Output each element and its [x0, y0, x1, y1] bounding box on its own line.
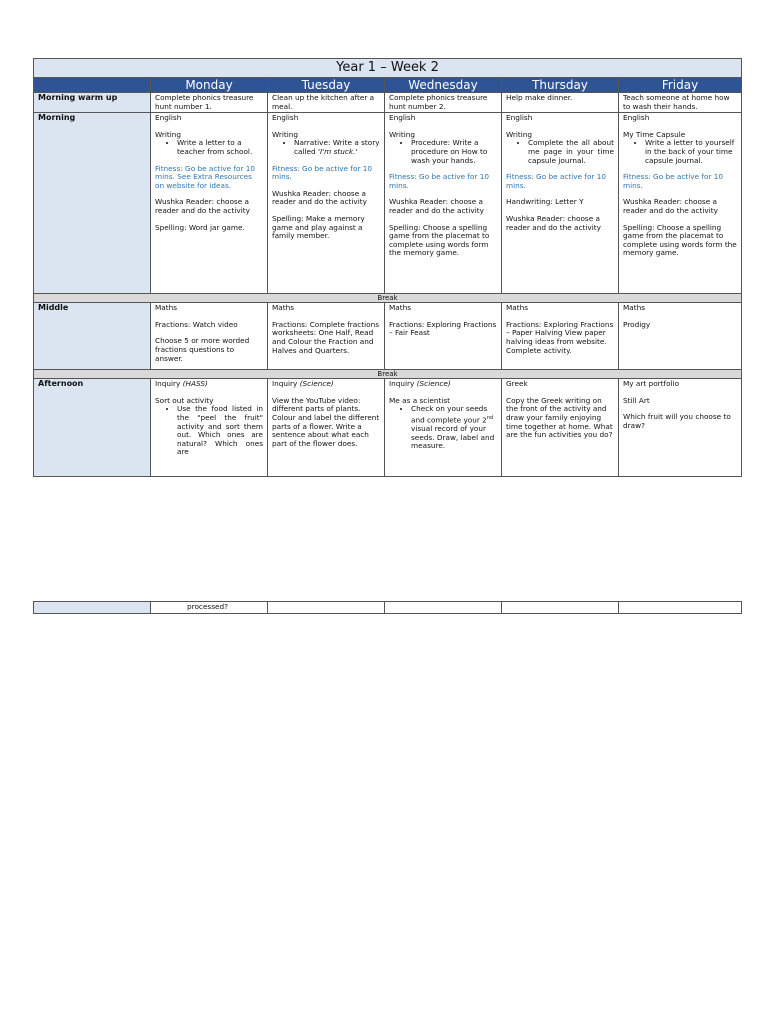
story-title: 'I'm stuck.'	[317, 146, 358, 156]
row-label-afternoon: Afternoon	[34, 379, 151, 477]
task-item: • Procedure: Write a procedure on How to wash your hands.	[411, 139, 497, 165]
break-row	[34, 370, 742, 379]
task-text: Choose 5 or more worded fractions questions to answer.	[155, 336, 250, 363]
subject	[155, 380, 263, 389]
morning-thursday	[502, 113, 619, 294]
ordinal-suffix: nd	[486, 414, 494, 421]
morning-wednesday	[385, 113, 502, 294]
reader-note: Wushka Reader: choose a reader and do the activity	[155, 197, 250, 215]
continued-tuesday	[268, 602, 385, 614]
warmup-row	[34, 93, 742, 113]
row-label-continued	[34, 602, 151, 614]
reader-note: Wushka Reader: choose a reader and do the activity	[389, 197, 484, 215]
activity-heading: Writing	[155, 129, 182, 139]
continued-wednesday	[385, 602, 502, 614]
day-header-tuesday: Tuesday	[268, 78, 385, 93]
activity-heading: Writing	[506, 129, 533, 139]
task-item: • Complete the all about me page in your time capsule journal.	[528, 139, 614, 165]
task-text: Copy the Greek writing on the front of the activity and draw your family enjoying time together at home. What are the fun activities you do?	[506, 395, 613, 440]
task-list	[623, 139, 737, 165]
spelling-note: Spelling: Choose a spelling game from the placemat to complete using words form the memory game.	[389, 222, 490, 258]
warmup-wednesday: Complete phonics treasure hunt number 2.	[385, 93, 502, 113]
subject: Maths	[506, 303, 529, 313]
morning-friday	[619, 113, 742, 294]
middle-tuesday	[268, 303, 385, 370]
day-header-row	[34, 78, 742, 93]
afternoon-row	[34, 379, 742, 477]
row-label-morning: Morning	[34, 113, 151, 294]
task-text: Which fruit will you choose to draw?	[623, 412, 731, 430]
spelling-note: Spelling: Make a memory game and play against a family member.	[272, 213, 365, 241]
task-text: View the YouTube video: different parts of plants. Colour and label the different parts of a flower. Write a sentence about what each part of the flower does.	[272, 395, 380, 448]
morning-tuesday	[268, 113, 385, 294]
day-header-friday: Friday	[619, 78, 742, 93]
subject	[389, 380, 497, 389]
morning-monday	[151, 113, 268, 294]
task-list	[272, 139, 380, 156]
task-text: Narrative: Write a story called	[294, 138, 380, 156]
middle-row	[34, 303, 742, 370]
page-title: Year 1 – Week 2	[34, 59, 742, 78]
subject-area: (HASS)	[182, 379, 208, 389]
timetable	[33, 58, 741, 477]
break-label: Break	[34, 370, 742, 379]
continuation-row	[34, 602, 742, 614]
task-list	[155, 139, 263, 156]
afternoon-tuesday	[268, 379, 385, 477]
subject: Maths	[272, 303, 295, 313]
warmup-thursday: Help make dinner.	[502, 93, 619, 113]
fitness-note: Fitness: Go be active for 10 mins.	[506, 172, 607, 190]
day-header-thursday: Thursday	[502, 78, 619, 93]
middle-wednesday	[385, 303, 502, 370]
fitness-note: Fitness: Go be active for 10 mins.	[272, 163, 373, 182]
subject: English	[155, 113, 182, 123]
task-item: • Use the food listed in the "peel the fruit" activity and sort them out. Which ones are natural? Which ones are	[177, 405, 263, 457]
reader-note: Wushka Reader: choose a reader and do the activity	[272, 188, 367, 207]
afternoon-thursday	[502, 379, 619, 477]
subject-name: Inquiry	[272, 379, 300, 389]
table-continuation	[33, 601, 741, 614]
warmup-monday: Complete phonics treasure hunt number 1.	[151, 93, 268, 113]
subject: Maths	[155, 303, 178, 313]
activity-heading: Writing	[389, 129, 416, 139]
reader-note: Wushka Reader: choose a reader and do the activity	[623, 197, 718, 215]
subject-name: Inquiry	[155, 379, 183, 389]
handwriting-note: Handwriting: Letter Y	[506, 197, 584, 207]
task-text: visual record of your seeds. Draw, label and measure.	[411, 423, 495, 451]
fitness-note: Fitness: Go be active for 10 mins.	[389, 172, 490, 190]
middle-monday	[151, 303, 268, 370]
subject: My art portfolio	[623, 379, 680, 389]
warmup-friday: Teach someone at home how to wash their hands.	[619, 93, 742, 113]
weekly-schedule-table	[33, 58, 742, 477]
day-header-monday: Monday	[151, 78, 268, 93]
fitness-note: Fitness: Go be active for 10 mins.	[623, 172, 724, 190]
task-text: Fractions: Exploring Fractions – Fair Feast	[389, 319, 497, 338]
task-item: • Write a letter to yourself in the back of your time capsule journal.	[645, 139, 737, 165]
task-text: Prodigy	[623, 319, 651, 329]
subject: English	[623, 113, 650, 123]
continued-monday	[151, 602, 268, 614]
afternoon-friday	[619, 379, 742, 477]
task-list	[506, 139, 614, 165]
task-list	[389, 139, 497, 165]
task-text: Fractions: Complete fractions worksheets: One Half, Read and Colour the Fraction and Halves and Quarters.	[272, 319, 380, 355]
afternoon-wednesday	[385, 379, 502, 477]
task-text: Fractions: Watch video	[155, 319, 238, 329]
activity-heading: Writing	[272, 129, 299, 139]
continued-friday	[619, 602, 742, 614]
task-text: Me as a scientist	[389, 395, 450, 405]
task-text: Sort out activity	[155, 395, 214, 405]
subject: Maths	[389, 303, 412, 313]
task-text: Fractions: Exploring Fractions – Paper Halving View paper halving ideas from website. Complete activity.	[506, 319, 614, 355]
task-item: • Write a letter to a teacher from school.	[177, 139, 263, 156]
warmup-tuesday: Clean up the kitchen after a meal.	[268, 93, 385, 113]
corner-cell	[34, 78, 151, 93]
afternoon-monday	[151, 379, 268, 477]
task-list	[155, 405, 263, 457]
title-row	[34, 59, 742, 78]
morning-row	[34, 113, 742, 294]
spelling-note: Spelling: Choose a spelling game from the placemat to complete using words form the memory game.	[623, 222, 737, 258]
activity-heading: My Time Capsule	[623, 129, 686, 139]
subject: English	[506, 113, 533, 123]
break-row	[34, 294, 742, 303]
subject-area: (Science)	[299, 379, 334, 389]
task-item	[294, 139, 380, 156]
task-list	[389, 405, 497, 450]
subject: English	[389, 113, 416, 123]
reader-note: Wushka Reader: choose a reader and do the activity	[506, 213, 601, 232]
spelling-note: Spelling: Word jar game.	[155, 222, 245, 232]
task-text: Check on your seeds and complete your 2	[411, 404, 488, 425]
task-item	[411, 405, 497, 450]
subject: English	[272, 113, 299, 123]
day-header-wednesday: Wednesday	[385, 78, 502, 93]
continued-thursday	[502, 602, 619, 614]
task-text: Still Art	[623, 395, 650, 405]
subject-area: (Science)	[416, 379, 451, 389]
subject: Greek	[506, 379, 528, 389]
middle-friday	[619, 303, 742, 370]
row-label-middle: Middle	[34, 303, 151, 370]
continuation-table	[33, 601, 742, 614]
task-text: processed?	[187, 602, 229, 611]
subject-name: Inquiry	[389, 379, 417, 389]
subject	[272, 380, 380, 389]
row-label-warmup: Morning warm up	[34, 93, 151, 113]
subject: Maths	[623, 303, 646, 313]
break-label: Break	[34, 294, 742, 303]
middle-thursday	[502, 303, 619, 370]
fitness-note: Fitness: Go be active for 10 mins. See Extra Resources on website for ideas.	[155, 163, 256, 190]
